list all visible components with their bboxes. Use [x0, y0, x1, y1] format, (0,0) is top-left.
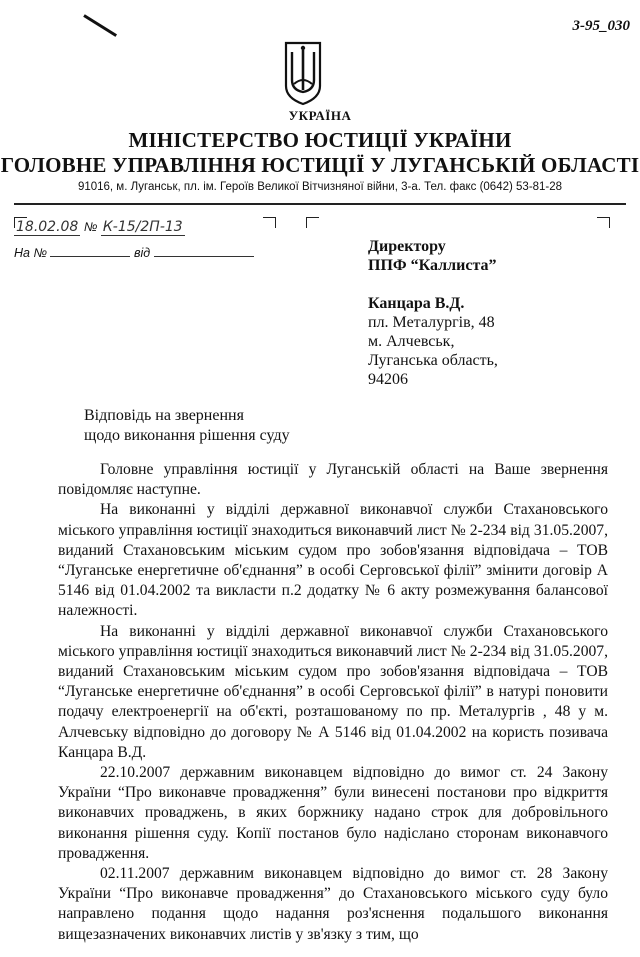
fold-mark: [306, 217, 319, 228]
reference-number: К-15/2П-13: [102, 219, 183, 235]
document-code: 3-95_030: [572, 18, 630, 34]
incoming-number-label: На №: [14, 246, 47, 260]
address-line: 91016, м. Луганськ, пл. ім. Героїв Великої Вітчизняної війни, 3-а. Тел. факс (0642) 53-81-28: [77, 181, 563, 193]
trident-emblem-icon: [283, 40, 323, 106]
header-divider: [14, 203, 626, 205]
recipient-address-line: 94206: [368, 371, 408, 388]
handwritten-stroke: [83, 14, 117, 37]
fold-mark: [263, 217, 276, 228]
recipient-name: Канцара В.Д.: [368, 295, 465, 312]
subject-line: щодо виконання рішення суду: [84, 427, 290, 444]
body-paragraph: 22.10.2007 державним виконавцем відповідно до вимог ст. 24 Закону України “Про виконавче провадження” були винесені постанови про відкриття виконавчих проваджень, в яких боржнику надано строк для добровільного виконання рішення суду. Копії постанов було надіслано сторонам виконавчого провадження.: [58, 764, 608, 862]
body-paragraph: Головне управління юстиції у Луганській області на Ваше звернення повідомляє наступне.: [58, 461, 608, 499]
incoming-number-blank: [50, 244, 130, 257]
recipient-organization: ППФ “Каллиста”: [368, 257, 497, 274]
incoming-date-label: від: [133, 246, 151, 260]
ministry-title: МІНІСТЕРСТВО ЮСТИЦІЇ УКРАЇНИ: [128, 128, 512, 152]
body-paragraph: 02.11.2007 державним виконавцем відповідно до вимог ст. 28 Закону України “Про виконавче провадження” до Стахановського міського суду було направлено подання щодо надання роз'яснення подальшого виконання вищезазначених виконавчих листів у зв'язку з тим, що: [58, 865, 608, 943]
reference-number-label: №: [83, 220, 98, 234]
recipient-address-line: пл. Металургів, 48: [368, 314, 495, 331]
reference-date: 18.02.08: [16, 219, 79, 235]
recipient-title: Директору: [368, 238, 446, 255]
incoming-date-blank: [154, 244, 254, 257]
letter-body: [58, 460, 608, 945]
country-label: УКРАЇНА: [288, 108, 352, 123]
fold-mark: [597, 217, 610, 228]
incoming-reference: [14, 244, 254, 260]
recipient-address-line: м. Алчевськ,: [368, 333, 455, 350]
outgoing-reference: [14, 219, 185, 236]
body-paragraph: На виконанні у відділі державної виконавчої служби Стахановського міського управління юстиції знаходиться виконавчий лист № 2-234 від 31.05.2007, виданий Стахановським міським судом про зобов'язання відповідача – ТОВ “Луганське енергетичне об'єднання” в особі Серговської філії” в натурі поновити подачу електроенергії на об'єкті, розташованому по пр. Металургів , 48 у м. Алчевську відповідно до договору № А 5146 від 01.04.2002 на користь позивача Канцара В.Д.: [58, 622, 608, 761]
department-title: ГОЛОВНЕ УПРАВЛІННЯ ЮСТИЦІЇ У ЛУГАНСЬКІЙ ОБЛАСТІ: [0, 153, 640, 177]
body-paragraph: На виконанні у відділі державної виконавчої служби Стахановського міського управління юстиції знаходиться виконавчий лист № 2-234 від 31.05.2007, виданий Стахановським міським судом про зобов'язання відповідача – ТОВ “Луганське енергетичне об'єднання” в особі Серговської філії” змінити договір А 5146 від 01.04.2002 та викласти п.2 додатку № 6 акту розмежування балансової належності.: [58, 501, 608, 620]
subject-block: [84, 406, 290, 446]
recipient-block: [368, 237, 498, 389]
subject-line: Відповідь на звернення: [84, 407, 244, 424]
recipient-address-line: Луганська область,: [368, 352, 498, 369]
